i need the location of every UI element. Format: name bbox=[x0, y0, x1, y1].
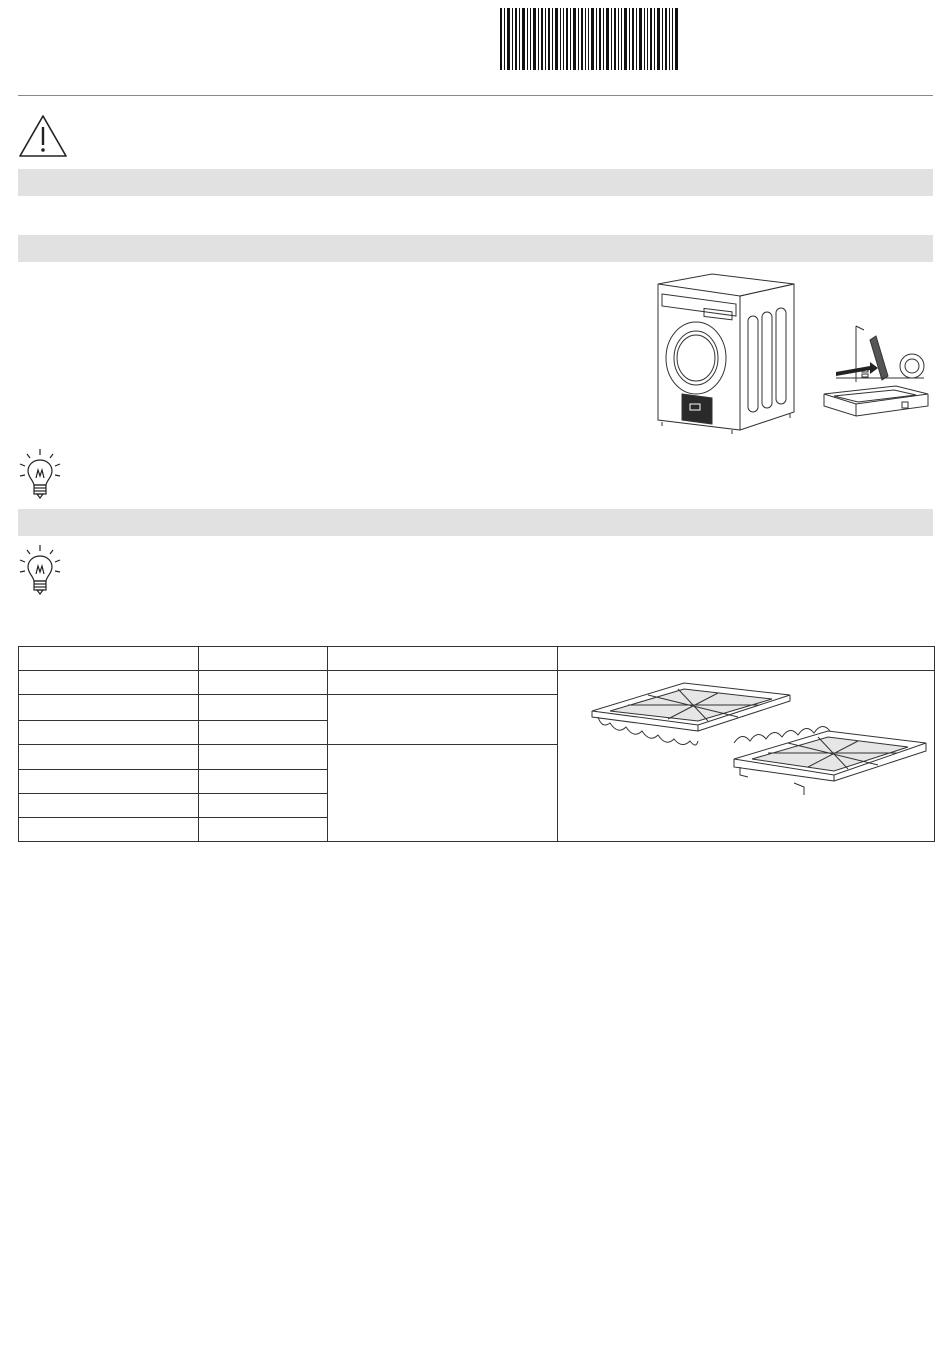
lint-filter-trays-illustration bbox=[558, 671, 935, 841]
barcode bbox=[500, 8, 678, 70]
section-band-3 bbox=[18, 509, 933, 536]
lightbulb-icon bbox=[18, 448, 62, 500]
table-cell bbox=[19, 671, 199, 695]
table-cell bbox=[19, 720, 199, 744]
table-cell-illustration bbox=[558, 671, 935, 842]
dryer-drawer-illustration bbox=[652, 272, 802, 434]
table-cell bbox=[199, 744, 328, 770]
table-cell bbox=[199, 770, 328, 794]
table-cell bbox=[199, 818, 328, 842]
section-band-1 bbox=[18, 169, 933, 196]
table-cell bbox=[328, 647, 558, 671]
table-cell bbox=[199, 720, 328, 744]
section-band-2 bbox=[18, 235, 933, 262]
table-cell bbox=[19, 744, 199, 770]
table-cell bbox=[19, 770, 199, 794]
table-row bbox=[19, 671, 935, 695]
table-cell bbox=[199, 794, 328, 818]
table-cell bbox=[328, 671, 558, 695]
header-divider bbox=[18, 95, 933, 96]
table-cell bbox=[19, 794, 199, 818]
warning-triangle-icon bbox=[18, 114, 68, 158]
drawer-insert-illustration bbox=[816, 322, 936, 422]
table-cell bbox=[19, 647, 199, 671]
spec-table bbox=[18, 646, 935, 842]
table-cell bbox=[19, 695, 199, 721]
table-cell bbox=[328, 744, 558, 842]
lightbulb-icon bbox=[18, 544, 62, 596]
table-header-row bbox=[19, 647, 935, 671]
table-cell bbox=[19, 818, 199, 842]
table-cell bbox=[558, 647, 935, 671]
table-cell bbox=[199, 695, 328, 721]
table-cell bbox=[199, 647, 328, 671]
table-cell bbox=[199, 671, 328, 695]
table-cell bbox=[328, 695, 558, 745]
